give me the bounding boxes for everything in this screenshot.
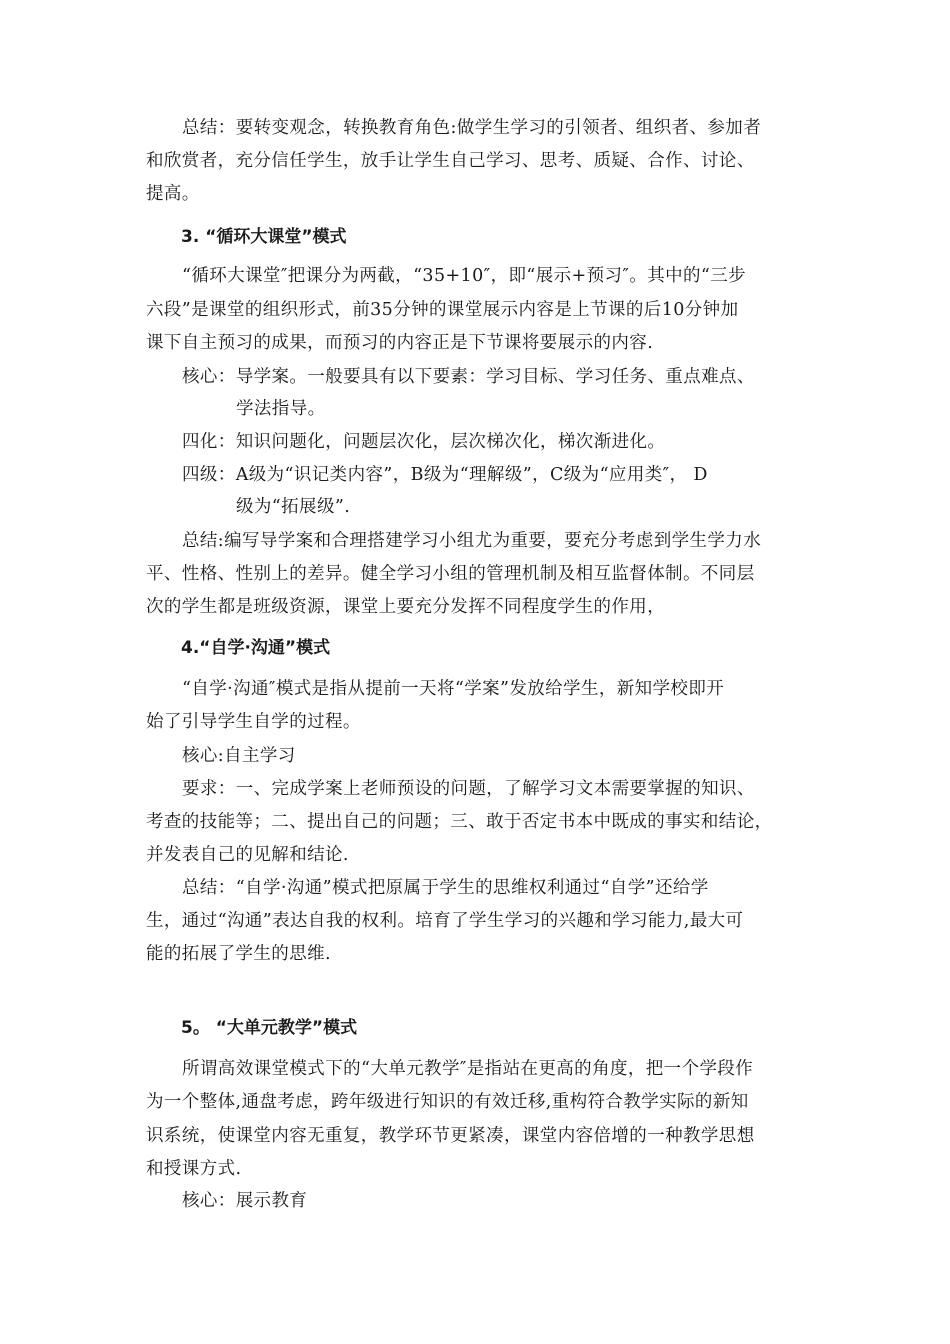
section5-intro-line-3: 识系统，使课堂内容无重复，教学环节更紧凑，课堂内容倍增的一种教学思想 (146, 1126, 755, 1146)
section3-core-line-1: 核心：导学案。一般要具有以下要素：学习目标、学习任务、重点难点、 (182, 367, 755, 387)
section5-intro-line-4: 和授课方式. (146, 1159, 242, 1179)
section3-core-line-2: 学法指导。 (236, 399, 326, 419)
section4-summary-line-3: 能的拓展了学生的思维. (146, 944, 331, 964)
section5-intro-line-1: 所谓高效课堂模式下的“大单元教学″是指站在更高的角度，把一个学段作 (182, 1059, 754, 1079)
section4-requirement-line-1: 要求：一、完成学案上老师预设的问题，了解学习文本需要掌握的知识、 (182, 779, 755, 799)
section4-summary-line-1: 总结：“自学·沟通”模式把原属于学生的思维权利通过“自学”还给学 (182, 878, 709, 898)
section5-heading: 5。 “大单元教学”模式 (181, 1018, 358, 1038)
section4-requirement-line-2: 考查的技能等；二、提出自己的问题；三、敢于否定书本中既成的事实和结论， (146, 812, 773, 832)
section3-four-ji-line-1: 四级：A级为“识记类内容”，B级为“理解级”，C级为“应用类″， D (182, 465, 708, 485)
section2-summary-line-1: 总结：要转变观念，转换教育角色:做学生学习的引领者、组织者、参加者 (182, 118, 762, 138)
section4-summary-line-2: 生，通过“沟通”表达自我的权利。培育了学生学习的兴趣和学习能力,最大可 (146, 911, 744, 931)
section3-intro-line-1: “循环大课堂″把课分为两截，“35+10″，即“展示+预习″。其中的“三步 (182, 266, 747, 286)
section3-heading: 3. “循环大课堂”模式 (181, 227, 347, 247)
section5-core: 核心：展示教育 (182, 1191, 308, 1211)
section3-summary-line-1: 总结:编写导学案和合理搭建学习小组尤为重要，要充分考虑到学生学力水 (182, 531, 762, 551)
section3-intro-line-2: 六段”是课堂的组织形式，前35分钟的课堂展示内容是上节课的后10分钟加 (146, 300, 739, 320)
section5-intro-line-2: 为一个整体,通盘考虑，跨年级进行知识的有效迁移,重构符合教学实际的新知 (146, 1092, 749, 1112)
section2-summary-line-3: 提高。 (146, 184, 200, 204)
section4-intro-line-2: 始了引导学生自学的过程。 (146, 712, 361, 732)
section3-four-hua: 四化：知识问题化，问题层次化，层次梯次化，梯次渐进化。 (182, 432, 666, 452)
section4-intro-line-1: “自学·沟通″模式是指从提前一天将“学案”发放给学生，新知学校即开 (182, 679, 725, 699)
section2-summary-line-2: 和欣赏者，充分信任学生，放手让学生自己学习、思考、质疑、合作、讨论、 (146, 151, 755, 171)
section4-requirement-line-3: 并发表自己的见解和结论. (146, 845, 349, 865)
section3-summary-line-2: 平、性格、性别上的差异。健全学习小组的管理机制及相互监督体制。不同层 (146, 564, 755, 584)
section3-intro-line-3: 课下自主预习的成果，而预习的内容正是下节课将要展示的内容. (146, 333, 654, 353)
section4-heading: 4.“自学·沟通”模式 (181, 638, 331, 658)
section3-four-ji-line-2: 级为“拓展级”. (236, 497, 351, 517)
section4-core: 核心:自主学习 (182, 746, 296, 766)
section3-summary-line-3: 次的学生都是班级资源，课堂上要充分发挥不同程度学生的作用， (146, 597, 666, 617)
